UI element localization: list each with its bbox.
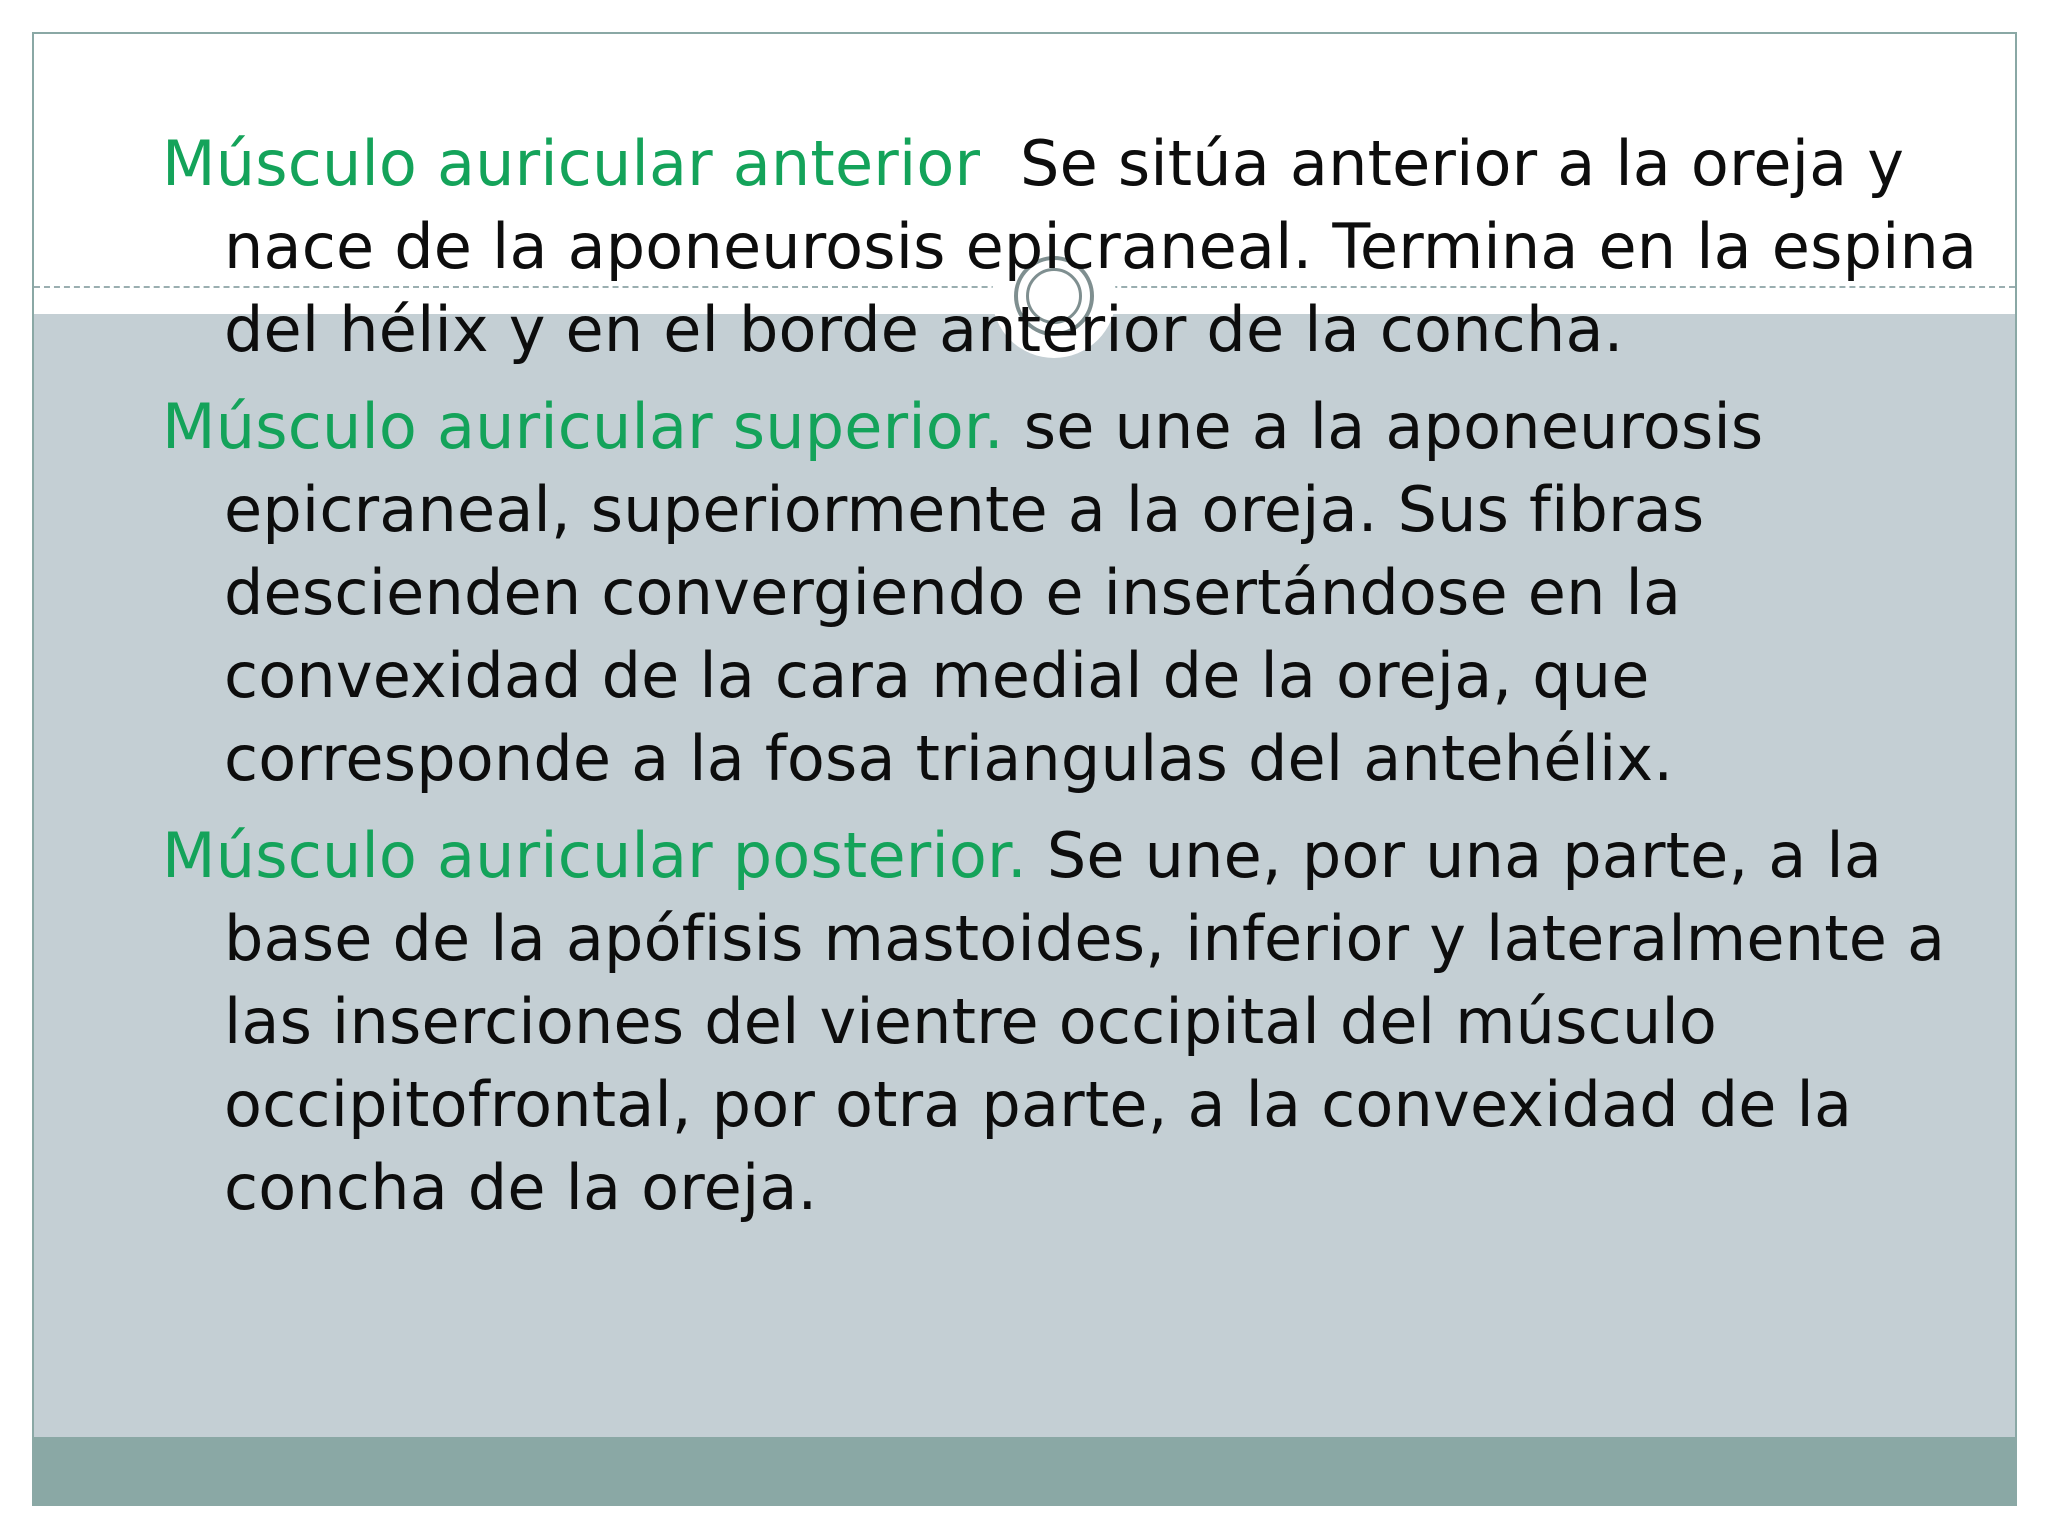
- description-auricular-anterior: Se sitúa anterior a la oreja y nace de la aponeurosis epicraneal. Termina en la espina del hélix y en el borde anterior de la concha.: [224, 127, 1998, 366]
- footer-band: [34, 1437, 2015, 1506]
- description-auricular-posterior: Se une, por una parte, a la base de la apófisis mastoides, inferior y lateralmente a las inserciones del vientre occipital del músculo occipitofrontal, por otra parte, a la convexidad de la concha de la oreja.: [224, 819, 1966, 1224]
- paragraph-auricular-superior: [162, 385, 1992, 800]
- term-auricular-anterior: Músculo auricular anterior: [162, 127, 981, 200]
- slide: [32, 32, 2017, 1506]
- paragraph-auricular-posterior: [162, 814, 1992, 1229]
- term-auricular-posterior: Músculo auricular posterior.: [162, 819, 1027, 892]
- paragraph-auricular-anterior: [162, 122, 1998, 371]
- slide-content: [162, 122, 1998, 1243]
- term-auricular-superior: Músculo auricular superior.: [162, 390, 1004, 463]
- description-auricular-superior: se une a la aponeurosis epicraneal, superiormente a la oreja. Sus fibras descienden convergiendo e insertándose en la convexidad de la cara medial de la oreja, que corresponde a la fosa triangulas del antehélix.: [224, 390, 1784, 795]
